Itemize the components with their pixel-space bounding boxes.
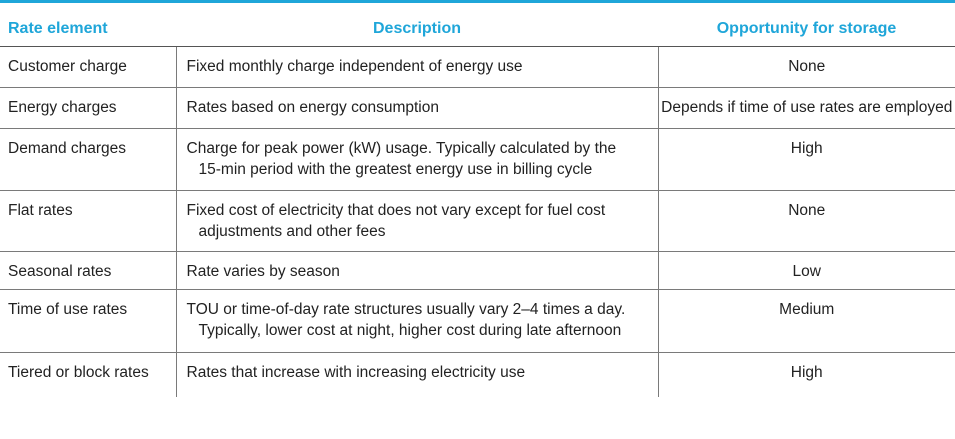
description-line: Rates that increase with increasing electricity use xyxy=(186,364,526,381)
description-line: Fixed cost of electricity that does not vary except for fuel cost xyxy=(186,202,606,219)
table-row xyxy=(0,353,955,397)
header-opportunity-for-storage: Opportunity for storage xyxy=(658,20,955,47)
cell-opportunity: Medium xyxy=(658,290,955,353)
table-row xyxy=(0,290,955,353)
cell-opportunity: None xyxy=(658,47,955,88)
description-line: Charge for peak power (kW) usage. Typically calculated by the xyxy=(186,140,617,157)
rate-elements-table xyxy=(0,20,955,397)
table-row xyxy=(0,129,955,191)
table-row xyxy=(0,191,955,252)
cell-rate-element: Energy charges xyxy=(0,88,176,129)
table-row xyxy=(0,47,955,88)
cell-rate-element: Flat rates xyxy=(0,191,176,252)
cell-description xyxy=(176,252,658,290)
cell-opportunity: Depends if time of use rates are employed xyxy=(658,88,955,129)
cell-rate-element: Tiered or block rates xyxy=(0,353,176,397)
header-rate-element: Rate element xyxy=(0,20,176,47)
cell-description xyxy=(176,47,658,88)
description-line: 15-min period with the greatest energy use in billing cycle xyxy=(198,161,593,178)
table-header-row xyxy=(0,20,955,47)
cell-description xyxy=(176,129,658,191)
table-row xyxy=(0,252,955,290)
cell-opportunity: High xyxy=(658,129,955,191)
cell-opportunity: High xyxy=(790,364,823,381)
cell-rate-element: Seasonal rates xyxy=(0,252,176,290)
cell-rate-element: Demand charges xyxy=(0,129,176,191)
description-line: Typically, lower cost at night, higher cost during late afternoon xyxy=(198,322,622,339)
cell-rate-element: Customer charge xyxy=(0,47,176,88)
cell-rate-element: Time of use rates xyxy=(0,290,176,353)
description-line: TOU or time-of-day rate structures usually vary 2–4 times a day. xyxy=(186,301,626,318)
description-line: Rates based on energy consumption xyxy=(186,99,439,116)
table-row xyxy=(0,88,955,129)
description-line: Fixed monthly charge independent of energy use xyxy=(186,58,523,75)
header-description: Description xyxy=(176,20,658,47)
cell-description xyxy=(176,353,658,397)
description-line: adjustments and other fees xyxy=(198,223,386,240)
cell-opportunity: Low xyxy=(658,252,955,290)
top-rule xyxy=(0,0,955,3)
cell-description xyxy=(176,290,658,353)
cell-description xyxy=(176,88,658,129)
cell-opportunity: None xyxy=(658,191,955,252)
description-line: Rate varies by season xyxy=(186,263,340,280)
cell-description xyxy=(176,191,658,252)
